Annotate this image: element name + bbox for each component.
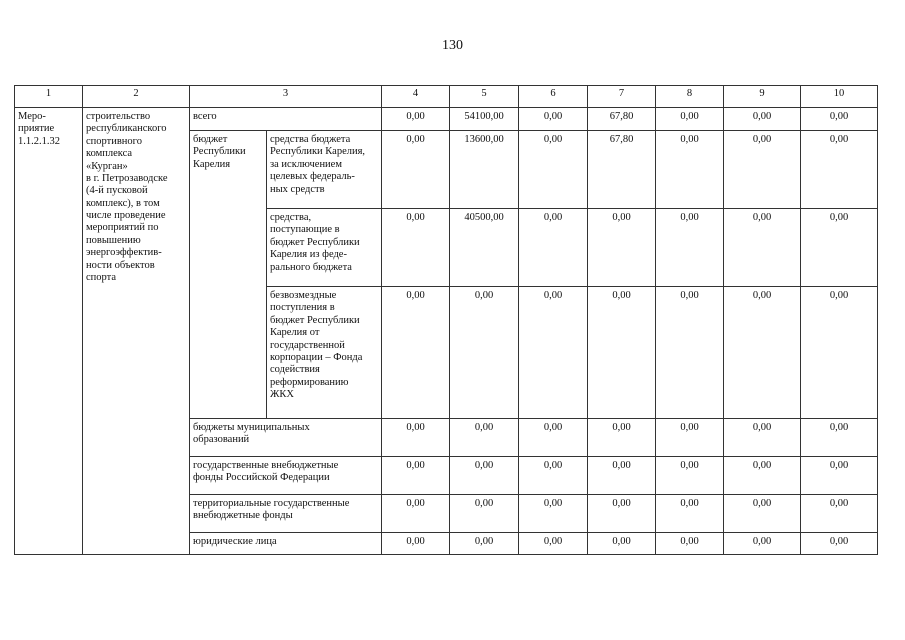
- value-cell: 0,00: [801, 419, 878, 457]
- table-row: [15, 108, 878, 131]
- value-cell: 0,00: [382, 419, 450, 457]
- header-cell: 3: [190, 86, 382, 108]
- value-cell: 0,00: [588, 533, 656, 555]
- value-cell: 0,00: [801, 131, 878, 209]
- value-cell: 0,00: [382, 495, 450, 533]
- value-cell: 0,00: [656, 419, 724, 457]
- value-cell: 40500,00: [450, 209, 519, 287]
- header-cell: 8: [656, 86, 724, 108]
- value-cell: 0,00: [724, 495, 801, 533]
- value-cell: 0,00: [382, 108, 450, 131]
- header-cell: 2: [83, 86, 190, 108]
- value-cell: 0,00: [724, 287, 801, 419]
- row-label: безвозмездные поступления в бюджет Республики Карелия от государственной корпорации – Фонда содействия реформированию ЖКХ: [267, 287, 382, 419]
- value-cell: 0,00: [801, 209, 878, 287]
- value-cell: 0,00: [801, 495, 878, 533]
- value-cell: 0,00: [382, 533, 450, 555]
- value-cell: 0,00: [450, 457, 519, 495]
- row-label: бюджеты муниципальных образований: [190, 419, 382, 457]
- value-cell: 0,00: [450, 495, 519, 533]
- row-label: средства, поступающие в бюджет Республики Карелия из феде- рального бюджета: [267, 209, 382, 287]
- value-cell: 0,00: [724, 209, 801, 287]
- value-cell: 0,00: [382, 131, 450, 209]
- value-cell: 0,00: [382, 457, 450, 495]
- value-cell: 13600,00: [450, 131, 519, 209]
- value-cell: 0,00: [724, 419, 801, 457]
- value-cell: 0,00: [656, 495, 724, 533]
- value-cell: 0,00: [382, 287, 450, 419]
- value-cell: 0,00: [801, 457, 878, 495]
- value-cell: 0,00: [588, 209, 656, 287]
- row-label: юридические лица: [190, 533, 382, 555]
- page-number: 130: [442, 38, 463, 53]
- value-cell: 67,80: [588, 131, 656, 209]
- value-cell: 0,00: [519, 419, 588, 457]
- value-cell: 0,00: [724, 533, 801, 555]
- header-cell: 6: [519, 86, 588, 108]
- value-cell: 0,00: [519, 287, 588, 419]
- value-cell: 0,00: [588, 457, 656, 495]
- measure-code-cell: Меро- приятие 1.1.2.1.32: [15, 108, 83, 555]
- header-cell: 4: [382, 86, 450, 108]
- value-cell: 0,00: [588, 495, 656, 533]
- value-cell: 0,00: [656, 457, 724, 495]
- value-cell: 0,00: [724, 457, 801, 495]
- funding-table: [14, 85, 878, 555]
- value-cell: 0,00: [519, 209, 588, 287]
- value-cell: 0,00: [382, 209, 450, 287]
- value-cell: 0,00: [724, 108, 801, 131]
- value-cell: 0,00: [519, 131, 588, 209]
- value-cell: 0,00: [588, 287, 656, 419]
- header-cell: 10: [801, 86, 878, 108]
- value-cell: 0,00: [588, 419, 656, 457]
- value-cell: 0,00: [656, 131, 724, 209]
- value-cell: 0,00: [450, 533, 519, 555]
- header-cell: 9: [724, 86, 801, 108]
- measure-name-cell: строительство республиканского спортивного комплекса «Курган» в г. Петрозаводске (4-й пусковой комплекс), в том числе проведение мероприятий по повышению энергоэффектив- ности объектов спорта: [83, 108, 190, 555]
- value-cell: 0,00: [656, 108, 724, 131]
- value-cell: 0,00: [801, 287, 878, 419]
- value-cell: 0,00: [519, 457, 588, 495]
- header-cell: 5: [450, 86, 519, 108]
- value-cell: 0,00: [656, 209, 724, 287]
- row-label: средства бюджета Республики Карелия, за исключением целевых федераль- ных средств: [267, 131, 382, 209]
- value-cell: 0,00: [801, 108, 878, 131]
- header-cell: 1: [15, 86, 83, 108]
- value-cell: 0,00: [519, 533, 588, 555]
- row-label: государственные внебюджетные фонды Российской Федерации: [190, 457, 382, 495]
- value-cell: 0,00: [519, 108, 588, 131]
- value-cell: 0,00: [519, 495, 588, 533]
- header-cell: 7: [588, 86, 656, 108]
- value-cell: 0,00: [656, 287, 724, 419]
- value-cell: 0,00: [450, 287, 519, 419]
- row-label: всего: [190, 108, 382, 131]
- budget-group-cell: бюджет Республики Карелия: [190, 131, 267, 419]
- table-header-row: [15, 86, 878, 108]
- value-cell: 0,00: [724, 131, 801, 209]
- value-cell: 54100,00: [450, 108, 519, 131]
- value-cell: 0,00: [450, 419, 519, 457]
- row-label: территориальные государственные внебюджетные фонды: [190, 495, 382, 533]
- value-cell: 0,00: [801, 533, 878, 555]
- value-cell: 67,80: [588, 108, 656, 131]
- value-cell: 0,00: [656, 533, 724, 555]
